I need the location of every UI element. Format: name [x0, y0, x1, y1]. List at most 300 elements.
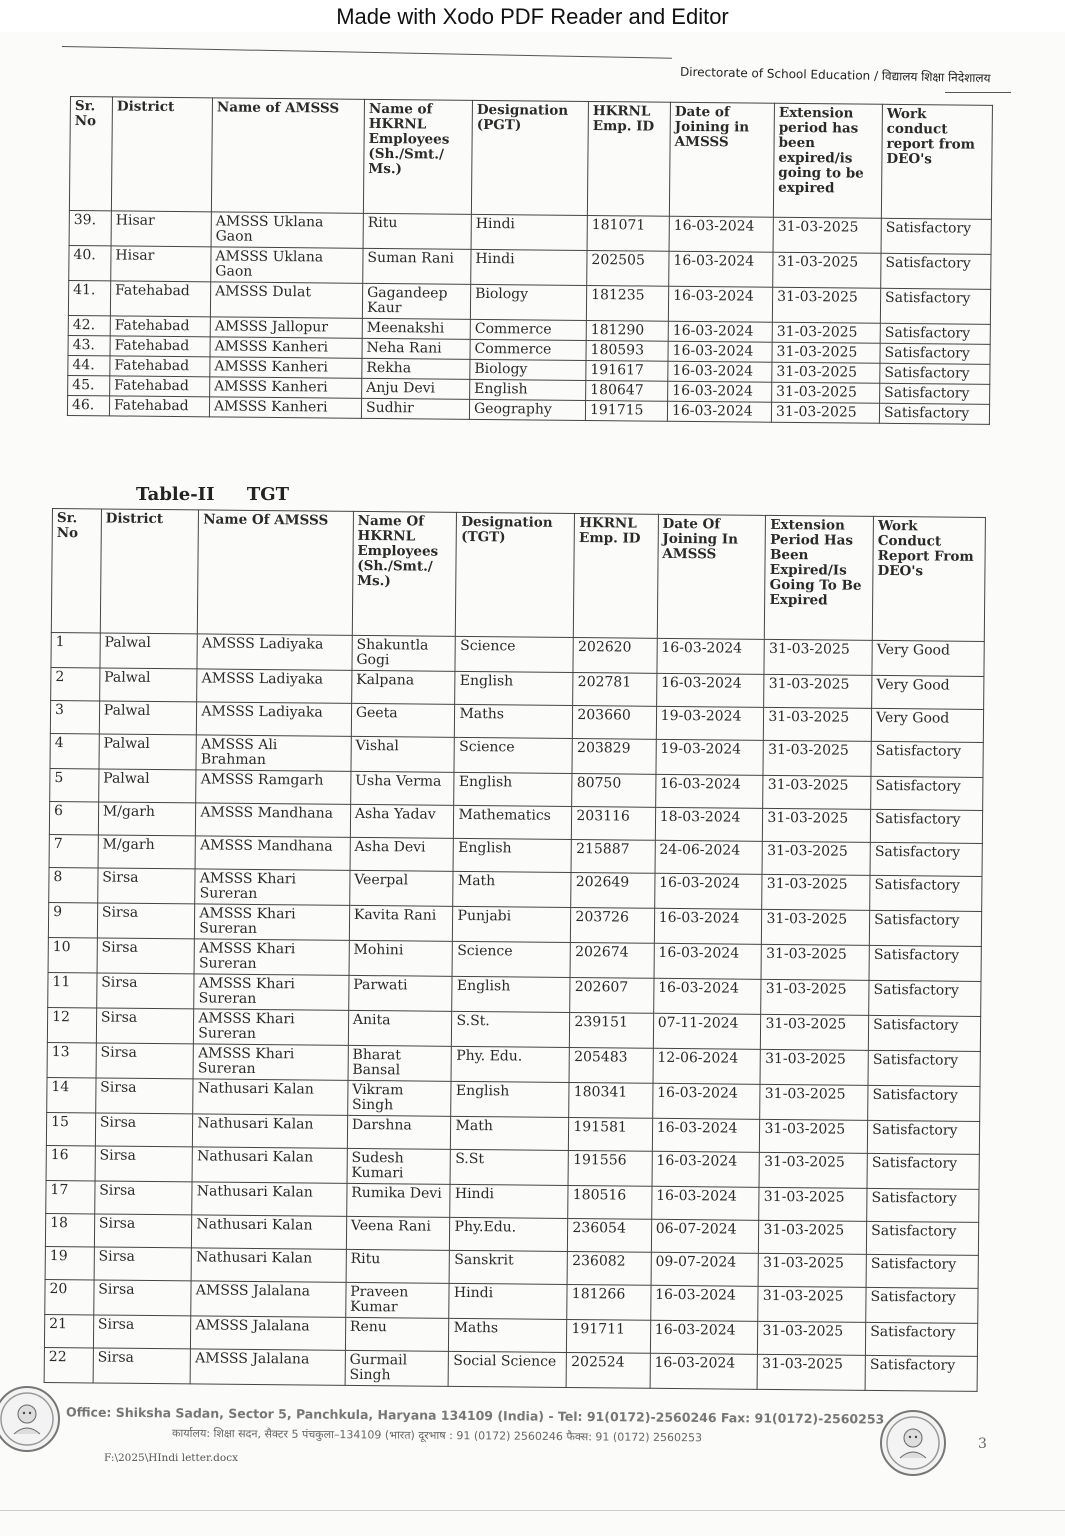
table-cell: Sirsa [97, 938, 195, 974]
table-cell: Biology [470, 284, 586, 320]
table-cell: English [470, 379, 586, 400]
table-cell: 181266 [567, 1284, 651, 1320]
table-cell: Satisfactory [868, 1015, 980, 1051]
table-cell: Satisfactory [871, 741, 983, 777]
table-cell: 13 [47, 1042, 96, 1077]
table-cell: Satisfactory [866, 1221, 978, 1255]
table-cell: 10 [48, 937, 97, 972]
page-number: 3 [978, 1436, 987, 1452]
table-cell: Sirsa [95, 1078, 193, 1114]
table-cell: Asha Devi [350, 837, 454, 871]
table-cell: 202505 [587, 250, 669, 286]
table-cell: Satisfactory [869, 945, 981, 981]
table-cell: Social Science [449, 1351, 567, 1387]
table-cell: Veena Rani [346, 1216, 450, 1250]
table-cell: 16 [46, 1145, 95, 1180]
table-cell: 7 [49, 834, 98, 867]
table-cell: Fatehabad [110, 316, 210, 337]
table-cell: Satisfactory [869, 980, 981, 1016]
table-cell: S.St [450, 1149, 568, 1185]
table-cell: Satisfactory [869, 910, 981, 946]
column-header: Extension Period Has Been Expired/Is Going To Be Expired [765, 515, 874, 640]
table-pgt [67, 96, 993, 425]
table-cell: 45. [68, 375, 110, 395]
table-cell: 16-03-2024 [652, 1151, 760, 1187]
table-cell: 16-03-2024 [668, 341, 772, 362]
table2-label: Table-II [136, 484, 215, 505]
table-cell: Praveen Kumar [346, 1282, 450, 1318]
column-header: Designation (PGT) [471, 100, 588, 215]
table-cell: 16-03-2024 [668, 286, 772, 322]
table-cell: Satisfactory [870, 809, 982, 843]
column-header: HKRNL Emp. ID [587, 101, 670, 216]
table-cell: 16-03-2024 [654, 873, 762, 909]
table-cell: Veerpal [350, 870, 454, 906]
table-cell: Sirsa [96, 1043, 194, 1079]
table-cell: 31-03-2025 [758, 1321, 866, 1355]
column-header: Name Of HKRNL Employees (Sh./Smt./ Ms.) [352, 511, 457, 636]
table-cell: 16-03-2024 [655, 774, 763, 808]
table-cell: M/garh [98, 835, 196, 869]
table-cell: 16-03-2024 [653, 978, 761, 1014]
table-cell: 09-07-2024 [651, 1252, 759, 1286]
table-cell: Sirsa [94, 1247, 192, 1281]
table-cell: Biology [470, 359, 586, 380]
table-cell: Nathusari Kalan [192, 1147, 347, 1183]
table-cell: 46. [67, 395, 109, 415]
table-cell: 191617 [586, 360, 668, 381]
table-cell: Sirsa [97, 868, 195, 904]
table-cell: 16-03-2024 [650, 1353, 758, 1389]
table-cell: Vikram Singh [347, 1080, 451, 1116]
table-cell: Satisfactory [881, 218, 991, 254]
table-cell: Mathematics [454, 805, 572, 839]
table-body [67, 210, 991, 424]
table-cell: 239151 [570, 1012, 654, 1048]
table-cell: 80750 [572, 774, 656, 808]
table-cell: Fatehabad [110, 336, 210, 357]
footer-office-address: Office: Shiksha Sadan, Sector 5, Panchkula, Haryana 134109 (India) - Tel: 91(0172)-2560246 Fax: 91(0172)-2560253 [65, 1404, 885, 1427]
table-cell: Satisfactory [870, 875, 982, 911]
table-cell: Sirsa [94, 1280, 192, 1316]
table-cell: 31-03-2025 [759, 1152, 867, 1188]
table-cell: 16-03-2024 [656, 673, 764, 707]
table-cell: 16-03-2024 [650, 1285, 758, 1321]
column-header: Sr. No [51, 509, 101, 633]
table-cell: Fatehabad [110, 376, 210, 397]
table-cell: Sirsa [93, 1315, 191, 1349]
table-cell: 11 [48, 972, 97, 1007]
table-cell: 203829 [572, 739, 656, 775]
table-cell: Gagandeep Kaur [362, 283, 470, 319]
table-cell: 16-03-2024 [669, 251, 773, 287]
table-cell: AMSSS Jallopur [210, 317, 362, 338]
directorate-header: Directorate of School Education / विद्यालय शिक्षा निदेशालय [679, 64, 991, 86]
table-cell: M/garh [98, 802, 196, 836]
table-cell: 203660 [573, 706, 657, 740]
table-cell: Satisfactory [867, 1188, 979, 1222]
app-banner: Made with Xodo PDF Reader and Editor [336, 4, 729, 29]
table-cell: 31-03-2025 [760, 1049, 868, 1085]
table-cell: Very Good [872, 640, 984, 676]
table-cell: 31-03-2025 [764, 674, 872, 708]
table-cell: English [454, 772, 572, 806]
table-cell: 31-03-2025 [762, 909, 870, 945]
table-cell: AMSSS Mandhana [196, 803, 351, 837]
table-cell: Bharat Bansal [348, 1045, 452, 1081]
table-cell: 191556 [568, 1150, 652, 1186]
header-rule-right [945, 92, 1011, 93]
table-cell: AMSSS Khari Sureran [194, 974, 349, 1010]
column-header: Work conduct report from DEO's [881, 104, 992, 219]
table-cell: Hindi [471, 249, 587, 285]
table-cell: Satisfactory [866, 1254, 978, 1288]
table-cell: Geeta [351, 703, 455, 737]
table-cell: 12 [47, 1007, 96, 1042]
table-cell: AMSSS Uklana Gaon [211, 212, 363, 248]
table-cell: Sirsa [96, 973, 194, 1009]
table-cell: Sanskrit [450, 1250, 568, 1284]
table-cell: Sudhir [361, 398, 469, 419]
table-cell: 40. [69, 245, 111, 280]
table-cell: Maths [455, 704, 573, 738]
table-cell: Very Good [872, 675, 984, 709]
table-cell: Nathusari Kalan [193, 1079, 348, 1115]
table-cell: Darshna [347, 1115, 451, 1149]
table-cell: Satisfactory [866, 1322, 978, 1356]
table-cell: 215887 [571, 840, 655, 874]
table-cell: 180593 [586, 340, 668, 361]
page-bottom-edge [0, 1510, 1065, 1511]
table-cell: 203116 [572, 807, 656, 841]
table-cell: AMSSS Kanheri [210, 337, 362, 358]
table-cell: 31-03-2025 [763, 775, 871, 809]
table-cell: Satisfactory [871, 776, 983, 810]
table-cell: 191581 [569, 1117, 653, 1151]
table-cell: Very Good [871, 708, 983, 742]
table-cell: Sirsa [95, 1113, 193, 1147]
table-cell: 43. [68, 335, 110, 355]
table-cell: Fatehabad [110, 356, 210, 377]
table-cell: 31-03-2025 [761, 979, 869, 1015]
table-cell: 07-11-2024 [653, 1013, 761, 1049]
table-tgt [44, 508, 986, 1392]
table-cell: 06-07-2024 [651, 1219, 759, 1253]
table-cell: English [452, 976, 570, 1012]
table-cell: 16-03-2024 [667, 401, 771, 422]
table-cell: 181235 [586, 285, 668, 321]
table-cell: 5 [50, 768, 99, 801]
table-cell: 31-03-2025 [761, 944, 869, 980]
table-cell: Satisfactory [880, 323, 990, 344]
table-cell: AMSSS Khari Sureran [195, 904, 350, 940]
table-cell: Vishal [351, 736, 455, 772]
table-cell: 2 [51, 667, 100, 700]
table-cell: Satisfactory [868, 1085, 980, 1121]
table-cell: Parwati [349, 975, 453, 1011]
table-cell: 17 [46, 1180, 95, 1213]
table-cell: English [453, 838, 571, 872]
table-cell: 181290 [586, 320, 668, 341]
table-cell: 16-03-2024 [669, 216, 773, 252]
column-header: Name of HKRNL Employees (Sh./Smt./ Ms.) [363, 99, 472, 214]
table-cell: Sirsa [93, 1348, 191, 1384]
table-cell: 22 [44, 1347, 93, 1382]
table-cell: 31-03-2025 [762, 841, 870, 875]
table-cell: 31-03-2025 [763, 740, 871, 776]
table-header-row [69, 97, 992, 220]
table-cell: 19 [45, 1246, 94, 1279]
table-cell: Anita [348, 1010, 452, 1046]
table-cell: 15 [46, 1112, 95, 1145]
table-cell: 16-03-2024 [652, 1083, 760, 1119]
table-cell: 16-03-2024 [654, 908, 762, 944]
table-cell: 1 [51, 632, 100, 667]
table-cell: 18 [45, 1213, 94, 1246]
table-cell: 31-03-2025 [771, 402, 879, 423]
table-cell: Ritu [363, 213, 471, 249]
table-cell: English [451, 1081, 569, 1117]
department-logo-icon [0, 1386, 60, 1452]
table-cell: 205483 [569, 1047, 653, 1083]
table-cell: 31-03-2025 [772, 322, 880, 343]
table-cell: Satisfactory [866, 1287, 978, 1323]
table-cell: Fatehabad [110, 281, 210, 317]
table-cell: Palwal [99, 701, 197, 735]
table-cell: Hindi [450, 1184, 568, 1218]
table-cell: Satisfactory [870, 842, 982, 876]
table-cell: Satisfactory [880, 343, 990, 364]
table-cell: 31-03-2025 [764, 707, 872, 741]
table-cell: Maths [449, 1318, 567, 1352]
column-header: Designation (TGT) [456, 512, 575, 637]
table-cell: 31-03-2025 [764, 639, 872, 675]
table-cell: 42. [68, 315, 110, 335]
table-cell: 14 [47, 1077, 96, 1112]
girl-child-logo-icon [880, 1410, 946, 1476]
table-cell: Nathusari Kalan [192, 1182, 347, 1216]
table-cell: AMSSS Khari Sureran [193, 1044, 348, 1080]
table-cell: 3 [50, 700, 99, 733]
table-cell: 191715 [585, 400, 667, 421]
table-cell: AMSSS Ramgarh [196, 770, 351, 804]
table-cell: Rumika Devi [347, 1183, 451, 1217]
table-header-row [51, 509, 985, 642]
table-cell: Anju Devi [362, 378, 470, 399]
table-cell: Mohini [349, 940, 453, 976]
table-cell: 202620 [573, 638, 657, 674]
table-cell: 19-03-2024 [656, 706, 764, 740]
column-header: Date Of Joining In AMSSS [657, 514, 766, 639]
table-cell: AMSSS Ali Brahman [196, 735, 351, 771]
column-header: Date of Joining in AMSSS [669, 102, 774, 217]
table-cell: Kalpana [351, 670, 455, 704]
table-cell: AMSSS Uklana Gaon [211, 247, 363, 283]
table-cell: 31-03-2025 [763, 808, 871, 842]
column-header: Sr. No [69, 97, 112, 211]
table-cell: AMSSS Jalalana [191, 1281, 346, 1317]
table-cell: 31-03-2025 [772, 287, 880, 323]
table-cell: Gurmail Singh [345, 1350, 449, 1386]
table-cell: Nathusari Kalan [193, 1114, 348, 1148]
table-cell: Palwal [98, 769, 196, 803]
table-cell: Ritu [346, 1249, 450, 1283]
table-cell: Math [451, 1116, 569, 1150]
table-cell: 31-03-2025 [772, 362, 880, 383]
column-header: District [100, 509, 199, 634]
table-cell: AMSSS Kanheri [210, 377, 362, 398]
table-cell: 236054 [568, 1218, 652, 1252]
table-cell: 8 [49, 867, 98, 902]
table-cell: Nathusari Kalan [191, 1248, 346, 1282]
table-cell: 31-03-2025 [773, 252, 881, 288]
table-cell: Palwal [100, 633, 198, 669]
table-cell: Science [452, 941, 570, 977]
table-cell: Sudesh Kumari [347, 1148, 451, 1184]
table-cell: AMSSS Jalalana [191, 1316, 346, 1350]
table-body [44, 632, 984, 1391]
table-cell: Satisfactory [880, 363, 990, 384]
table-cell: Science [454, 737, 572, 773]
table-cell: 31-03-2025 [759, 1220, 867, 1254]
table-cell: 31-03-2025 [760, 1119, 868, 1153]
table-cell: Sirsa [94, 1214, 192, 1248]
table-cell: Sirsa [96, 1008, 194, 1044]
table-cell: AMSSS Dulat [210, 282, 362, 318]
table-cell: 16-03-2024 [668, 381, 772, 402]
table-cell: 236082 [567, 1251, 651, 1285]
table-cell: Satisfactory [868, 1050, 980, 1086]
table-cell: 181071 [587, 215, 669, 251]
column-header: Extension period has been expired/is going to be expired [773, 103, 882, 218]
footer-office-address-hindi: कार्यालय: शिक्षा सदन, सैक्टर 5 पंचकुला–134109 (भारत) दूरभाष : 91 (0172) 2560246 फैक्स: 91 (0172) 2560253 [171, 1426, 703, 1445]
table-cell: AMSSS Jalalana [190, 1349, 345, 1385]
table-cell: 31-03-2025 [772, 342, 880, 363]
table-cell: Satisfactory [880, 383, 990, 404]
table-cell: Hisar [111, 211, 211, 247]
table-cell: Science [455, 636, 573, 672]
column-header: HKRNL Emp. ID [574, 514, 659, 639]
column-header: Name Of AMSSS [198, 510, 354, 635]
table-cell: 16-03-2024 [652, 1118, 760, 1152]
table-cell: AMSSS Khari Sureran [194, 1009, 349, 1045]
table-cell: Commerce [470, 339, 586, 360]
table-cell: 16-03-2024 [668, 361, 772, 382]
table-cell: 18-03-2024 [655, 807, 763, 841]
table-cell: 16-03-2024 [650, 1320, 758, 1354]
table-cell: English [455, 671, 573, 705]
table-cell: 9 [48, 902, 97, 937]
table2-title [136, 484, 315, 505]
table-cell: Kavita Rani [349, 905, 453, 941]
table-cell: 31-03-2025 [760, 1084, 868, 1120]
table-cell: 16-03-2024 [654, 943, 762, 979]
table-cell: Nathusari Kalan [192, 1215, 347, 1249]
table-cell: Asha Yadav [350, 804, 454, 838]
table-cell: Phy.Edu. [450, 1217, 568, 1251]
table-cell: Fatehabad [109, 396, 209, 417]
table-cell: 19-03-2024 [656, 739, 764, 775]
table-cell: Meenakshi [362, 318, 470, 339]
column-header: Name of AMSSS [211, 98, 364, 213]
table-cell: 44. [68, 355, 110, 375]
table-cell: 202524 [566, 1352, 650, 1388]
table-cell: AMSSS Khari Sureran [195, 869, 350, 905]
table-cell: 31-03-2025 [758, 1253, 866, 1287]
table-cell: Punjabi [453, 906, 571, 942]
table-cell: 16-03-2024 [651, 1186, 759, 1220]
table-cell: Phy. Edu. [451, 1046, 569, 1082]
table-cell: 202649 [571, 873, 655, 909]
table-cell: Sirsa [95, 1146, 193, 1182]
table-cell: Satisfactory [879, 403, 989, 424]
table-cell: AMSSS Khari Sureran [194, 939, 349, 975]
table-cell: Sirsa [97, 903, 195, 939]
table-cell: Rekha [362, 358, 470, 379]
table-cell: S.St. [452, 1011, 570, 1047]
column-header: District [111, 97, 212, 212]
table-cell: 24-06-2024 [655, 840, 763, 874]
table-cell: Suman Rani [363, 248, 471, 284]
table-cell: 191711 [567, 1319, 651, 1353]
table-cell: 31-03-2025 [762, 874, 870, 910]
table-cell: Hindi [471, 214, 587, 250]
table-cell: Geography [469, 399, 585, 420]
table-cell: 20 [45, 1279, 94, 1314]
table-cell: Hindi [449, 1283, 567, 1319]
table-cell: Satisfactory [867, 1120, 979, 1154]
table-cell: 180341 [569, 1082, 653, 1118]
table-cell: 21 [44, 1314, 93, 1347]
table-cell: AMSSS Mandhana [195, 836, 350, 870]
table-cell: AMSSS Ladiyaka [197, 634, 352, 670]
table-cell: 31-03-2025 [772, 382, 880, 403]
column-header: Work Conduct Report From DEO's [872, 516, 985, 641]
table-cell: 31-03-2025 [773, 217, 881, 253]
table-cell: 4 [50, 733, 99, 768]
footer-file-path: F:\2025\HIndi letter.docx [104, 1452, 239, 1464]
table-cell: AMSSS Kanheri [209, 397, 361, 418]
table-cell: 180647 [586, 380, 668, 401]
table-cell: 31-03-2025 [759, 1187, 867, 1221]
table-cell: Math [453, 871, 571, 907]
table-cell: Usha Verma [350, 771, 454, 805]
table-cell: 203726 [571, 908, 655, 944]
table-cell: 6 [49, 801, 98, 834]
table-cell: Neha Rani [362, 338, 470, 359]
table-cell: 202781 [573, 673, 657, 707]
table-cell: 202674 [570, 942, 654, 978]
table-cell: 16-03-2024 [657, 638, 765, 674]
table-cell: Satisfactory [880, 288, 990, 324]
table-cell: 31-03-2025 [761, 1014, 869, 1050]
table-cell: Renu [345, 1317, 449, 1351]
table-cell: 31-03-2025 [758, 1286, 866, 1322]
table-cell: Palwal [99, 734, 197, 770]
table-cell: 12-06-2024 [653, 1048, 761, 1084]
table-cell: Satisfactory [881, 253, 991, 289]
table-cell: AMSSS Ladiyaka [197, 702, 352, 736]
table-cell: 202607 [570, 977, 654, 1013]
table-cell: Commerce [470, 319, 586, 340]
table-cell: 16-03-2024 [668, 321, 772, 342]
table-cell: Shakuntla Gogi [352, 635, 456, 671]
table-cell: Hisar [111, 246, 211, 282]
table-cell: 31-03-2025 [757, 1354, 865, 1390]
table-cell: Sirsa [95, 1181, 193, 1215]
table-cell: Satisfactory [867, 1153, 979, 1189]
table-cell: Satisfactory [865, 1355, 977, 1391]
